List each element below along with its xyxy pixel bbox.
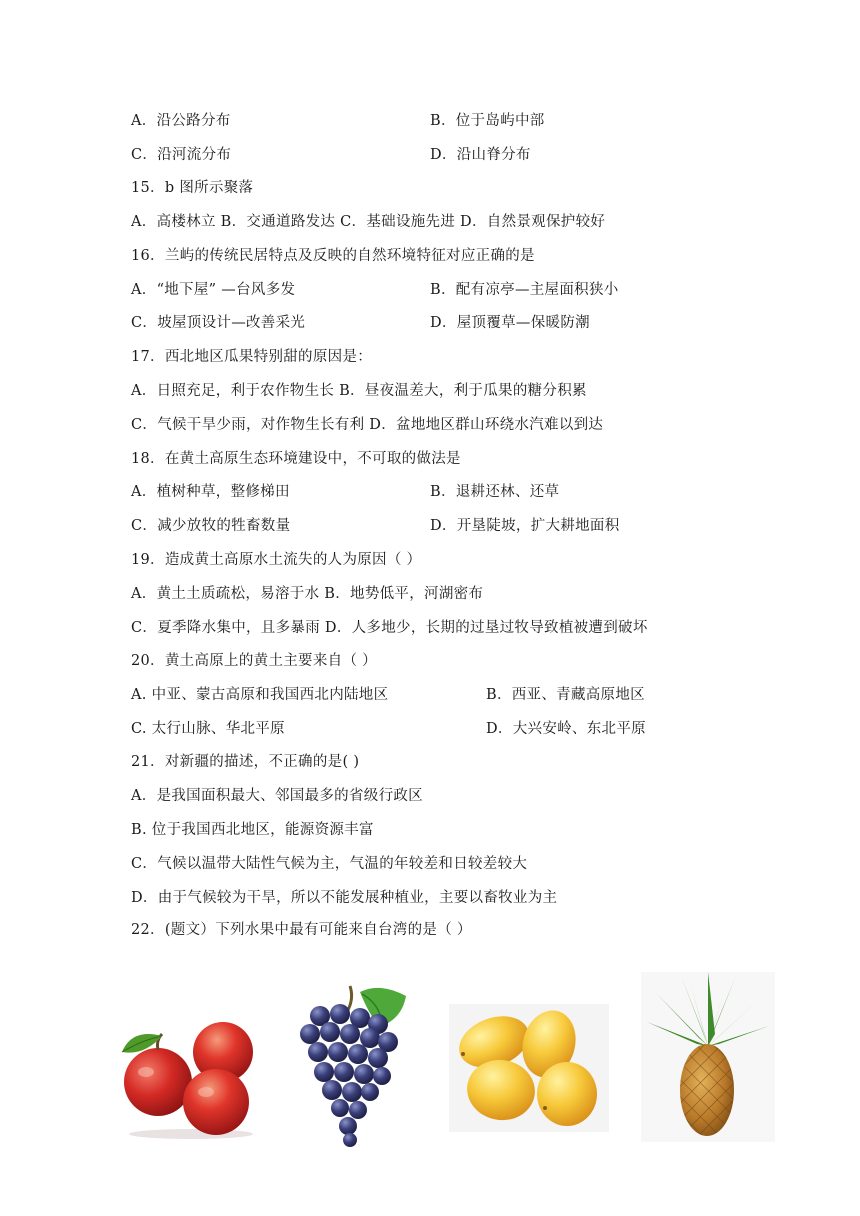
q17-options-ab: A．日照充足，利于农作物生长 B．昼夜温差大，利于瓜果的糖分积累 <box>131 383 587 399</box>
q21-option-d: D．由于气候较为干旱，所以不能发展种植业，主要以畜牧业为主 <box>131 890 558 906</box>
q20-option-c: C. 太行山脉、华北平原 <box>131 721 285 737</box>
q18-option-a: A．植树种草，整修梯田 <box>131 484 290 500</box>
q20-option-a: A. 中亚、蒙古高原和我国西北内陆地区 <box>131 687 389 703</box>
q15-stem: 15．b 图所示聚落 <box>131 180 254 196</box>
q16-option-c: C．坡屋顶设计—改善采光 <box>131 315 306 331</box>
q20-option-b: B．西亚、青藏高原地区 <box>486 687 645 703</box>
q22-stem: 22．(题文）下列水果中最有可能来自台湾的是（ ） <box>131 922 472 938</box>
q16-option-b: B．配有凉亭—主屋面积狭小 <box>430 282 619 298</box>
q14-option-a: A．沿公路分布 <box>131 113 231 129</box>
q18-option-d: D．开垦陡坡，扩大耕地面积 <box>430 518 620 534</box>
pineapple-image <box>641 972 775 1142</box>
q16-stem: 16．兰屿的传统民居特点及反映的自然环境特征对应正确的是 <box>131 248 535 264</box>
q18-stem: 18．在黄土高原生态环境建设中，不可取的做法是 <box>131 451 461 467</box>
q17-options-cd: C．气候干旱少雨，对作物生长有利 D．盆地地区群山环绕水汽难以到达 <box>131 417 604 433</box>
q17-stem: 17．西北地区瓜果特别甜的原因是： <box>131 349 373 365</box>
q14-option-c: C．沿河流分布 <box>131 147 232 163</box>
apple-image <box>118 1016 264 1140</box>
q15-options: A．高楼林立 B．交通道路发达 C．基础设施先进 D．自然景观保护较好 <box>131 214 606 230</box>
q19-stem: 19．造成黄土高原水土流失的人为原因（ ） <box>131 552 422 568</box>
q14-option-d: D．沿山脊分布 <box>430 147 531 163</box>
q16-option-a: A．“地下屋” —台风多发 <box>131 282 296 298</box>
q19-options-cd: C．夏季降水集中，且多暴雨 D．人多地少，长期的过垦过牧导致植被遭到破坏 <box>131 620 648 636</box>
mango-image <box>449 1004 609 1132</box>
q14-option-b: B．位于岛屿中部 <box>430 113 545 129</box>
grape-image <box>290 980 412 1148</box>
q18-option-c: C．减少放牧的牲畜数量 <box>131 518 291 534</box>
q21-option-a: A．是我国面积最大、邻国最多的省级行政区 <box>131 788 423 804</box>
q19-options-ab: A．黄土土质疏松，易溶于水 B．地势低平，河湖密布 <box>131 586 484 602</box>
q18-option-b: B．退耕还林、还草 <box>430 484 560 500</box>
q20-option-d: D．大兴安岭、东北平原 <box>486 721 646 737</box>
q20-stem: 20．黄土高原上的黄土主要来自（ ） <box>131 653 377 669</box>
q21-stem: 21．对新疆的描述，不正确的是( ) <box>131 754 360 770</box>
q16-option-d: D．屋顶覆草—保暖防潮 <box>430 315 590 331</box>
q21-option-c: C．气候以温带大陆性气候为主，气温的年较差和日较差较大 <box>131 856 528 872</box>
q21-option-b: B. 位于我国西北地区，能源资源丰富 <box>131 822 374 838</box>
